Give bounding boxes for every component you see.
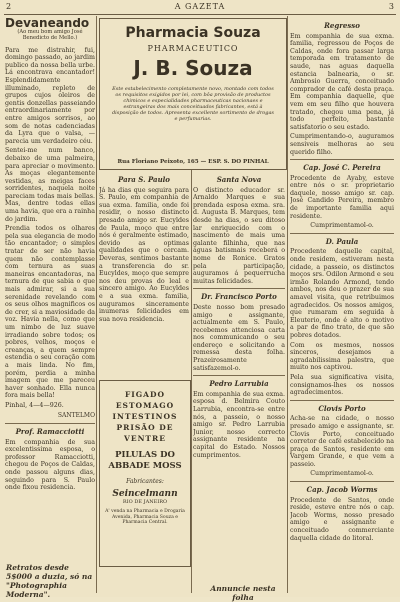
article-paragraph: Com os mesmos, nossos sinceros, desejamos a agradabilissima palestra, que muito nos captivou. <box>290 341 394 372</box>
article-paragraph: Já ha dias que seguira para S. Paulo, em companhia de sua exma. familia, onde foi residir, o nosso distincto presado amigo sr. Eucyldes de Paula, moço que entre nós é geralmente estimado, devido as optimas qualidades que o cercam. Deveras, sentimos bastante a transferencia do sr. Eucyldes, moço que sempre nos deu provas do leal e sincero amigo. Ao Eucyldes e a sua exma. familia, auguramos sinceramente inumeras felicidades em sua nova residencia. <box>99 186 189 323</box>
article-title: Devaneando <box>5 18 90 30</box>
article-paragraph: Pela sua significativa visita, consignamos-lhes os nossos agradecimentos. <box>290 373 394 397</box>
section-heading: Cap. Jacob Worms <box>306 485 378 495</box>
section-heading: Prof. Ramacciotti <box>15 427 85 437</box>
maker-name: Seincelmann <box>112 489 178 499</box>
section-divider <box>193 288 285 289</box>
maker-city: RIO DE JANEIRO <box>122 499 168 505</box>
pills-ad <box>99 380 191 567</box>
section-divider <box>290 159 394 160</box>
article-paragraph: Procedente de Santos, onde reside, esteve entre nós o cap. Jacob Worms, nosso presado amigo e assignante e conceituado commerciante daquella cidade do litoral. <box>290 496 394 542</box>
column-2 <box>99 172 189 377</box>
newspaper-title: A GAZETA <box>174 2 226 11</box>
pharmacy-description: Este estabelecimento completamente novo, montado com todos os requisitos exigidos por lei, com bôa provisão de productos chimicos e especialidades pharmaceuticas nacionaes e estrangeiras dos mais conceituados fabricantes, está à disposição de todos. Apresenta excellente sortimento de drogas e perfumarias. <box>111 86 274 122</box>
article-paragraph: Prendia todos os olhares pela sua elegancia de modo tão encantador; o simples tratar de ser não havia quem não contemplasse com ternura as suas maneiras encantadoras, na ternura de que sabia o que mais admirar, si a sua serenidade revelando com os seus olhos magnificos os de crer, si a maviosidade da voz. Havia nella, como que um nimbo de luz suave irradiando sobre todos; os pobres, velhos, moços e creanças, a quem sempre estendia o seu coração com a mais linda. No fim, porém, perdia a minha imagem que me pareceu haver sonhado. Ella nunca fora mais bella! <box>5 225 95 400</box>
column-3 <box>193 172 285 582</box>
ad-line: PRISÃO DE <box>116 423 174 432</box>
article-paragraph: Procedente de Ayaby, esteve entre nós o sr. proprietario daquele, nosso amigo sr. cap. José Candido Pereira, membro de importante familia aqui residente. <box>290 174 394 220</box>
pharmacy-ad <box>99 18 287 170</box>
article-dedication: (Ao meu bom amigo José Benedicto de Mello.) <box>17 28 83 41</box>
maker-label: Fabricantes: <box>126 478 164 485</box>
section-heading: Clovis Porto <box>318 403 366 413</box>
pharmacy-owner: J. B. Souza <box>133 56 253 80</box>
ad-footer: A' venda na Pharmacia e Drogaria Avenida, Pharmacia Souza e Pharmacia Central. <box>105 509 185 525</box>
advertise-promo: Annuncie nesta folha <box>210 584 276 602</box>
column-divider <box>287 16 288 593</box>
page-number-right: 3 <box>388 2 394 11</box>
section-heading: Cap. José C. Pereira <box>303 163 381 173</box>
section-divider <box>193 375 285 376</box>
article-paragraph: Procedente daquelle capital, onde residem, estiveram nesta cidade, a passeio, os distinctos moços srs. Odilon Armond e seu irmão Rolando Armond, tendo ambos, nos deu o prazer de sua amavel visita, que retribuimos agradecidos. Os nossos amigos, que rumaram em seguida à Eleuterio, onde é alto o motivo a par de fino trato, de que são pobres dotados. <box>290 248 394 339</box>
article-signature: SANTELMO <box>57 411 95 419</box>
page-number-left: 2 <box>6 2 12 11</box>
pharmacy-name: Pharmacia Souza <box>125 25 261 41</box>
article-paragraph: Cumprimentamol-o. <box>310 470 374 478</box>
article-paragraph: O distincto educador sr. Arnaldo Marques e sua prendada esposa exma. sra. d. Augusta B. Marques, tem desde ha dias, o seu ditoso lar enriquecido com o nascimento de mais uma galante filhinha, que nas águas batismais receberá o nome de Ronice. Gratos pela participação, auguramos á pequerrucha muitas felicidades. <box>193 186 285 285</box>
article-dateline: Pinhal, 4—4—926. <box>5 401 64 409</box>
section-heading: Pedro Larrubia <box>209 379 269 389</box>
ad-line: FIGADO <box>124 390 166 399</box>
column-4 <box>290 18 394 593</box>
section-heading: Santa Nova <box>216 175 262 184</box>
article-paragraph: Em companhia de sua exma. familia, regressou de Poços de Caldas, onde fora passar larga temporada em tratamento de saude, nas aguas daquella estancia balnearia, o sr. Ambrosio Guerra, conceituado comprador de café desta praça. Em companhia daquelle, que vem em seu filho que houvera tratado, chegou uma pena, já todo perfeito, bastante satisfatorio o seu estado. <box>290 32 394 131</box>
pharmacy-address: Rua Floriano Peixoto, 165 — ESP. S. DO PINHAL <box>117 159 269 165</box>
section-heading: Para S. Paulo <box>118 175 170 184</box>
article-paragraph: Em companhia de sua excelentissima esposa, o professor Ramacciotti, chegou de Poços de Caldas, onde passou alguns dias, seguindo para S. Paulo onde fixou residencia. <box>5 438 95 492</box>
ad-line: VENTRE <box>124 434 166 443</box>
masthead-bar <box>6 2 394 14</box>
section-divider <box>290 481 394 482</box>
column-1 <box>5 18 95 560</box>
column-divider <box>96 16 97 593</box>
column-divider <box>191 170 192 593</box>
section-heading: Dr. Francisco Porto <box>201 292 277 302</box>
section-heading: Regresso <box>324 21 360 30</box>
article-paragraph: Em companhia de sua exma. esposa d. Belmira Couto Larrubia, encontra-se entre nós, a passeio, o nosso amigo sr. Pedro Larrubia Junior, nosso correcto assignante residente na capital do Estado. Nossos cumprimentos. <box>193 390 285 459</box>
header-rule <box>4 14 396 15</box>
article-paragraph: Cumprimentando-o, auguramos sensiveis melhoras ao seu querido filho. <box>290 133 394 156</box>
product-name: PILULAS DO ABBADE MOSS <box>108 450 182 471</box>
section-divider <box>290 233 394 234</box>
article-paragraph: Deste nosso bom presado amigo e assignante, actualmente em S. Paulo, recebemos attenciosa carta nos communicando o seu endereço e solicitando a remessa desta folha. Prazeirosamente satisfazemol-o. <box>193 303 285 372</box>
ad-line: INTESTINOS <box>112 412 178 421</box>
pharmacy-role: PHARMACEUTICO <box>147 44 239 53</box>
article-paragraph: Acha-se na cidade, o nosso presado amigo e assignante, sr. Clovis Porto, conceituado corretor de café estabelecido na praça de Santos, residente em Vargem Grande, e que vem a passeio. <box>290 415 394 468</box>
photo-promo: Retratos desde 5$000 a duzia, só na "Photographia Moderna". <box>6 563 93 599</box>
article-paragraph: Para me distrahir, fui, domingo passado, ao jardim publico da nossa bella urbe. Lá encontrava encantador! Esplendidamente illuminado, repleto de grupos cujos oleiros de gentis donzellas passeiando entraordinariamente por entre amigos sorrisos, ao som de notas cadenciadas da Lyra que o valsa, — parecia um verdadeiro céu. <box>5 46 95 145</box>
section-heading: D. Paula <box>325 236 359 246</box>
ad-line: ESTOMAGO <box>115 401 175 410</box>
article-paragraph: Sentei-me num banco, debaixo de uma palmeira, para apreciar o movimento. As moças elegantemente vestidas, as meigas faces sorridentes, naquela noite pareciam todas mais bellas. Mas, dentre todas ellas uma havia, que era a rainha do jardim. <box>5 147 95 223</box>
article-paragraph: Cumprimentamol-o. <box>310 222 374 230</box>
section-divider <box>5 423 95 424</box>
section-divider <box>290 400 394 401</box>
